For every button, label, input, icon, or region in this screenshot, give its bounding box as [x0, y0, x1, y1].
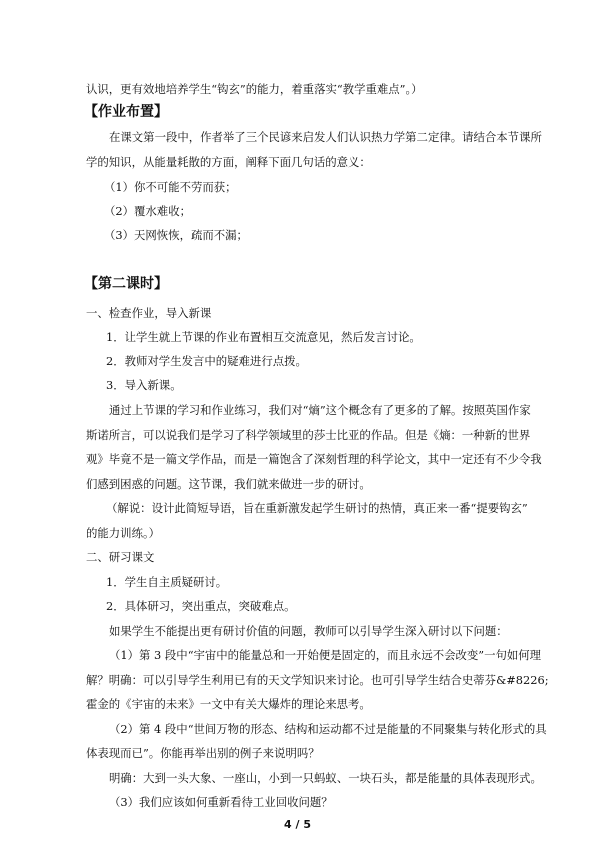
- homework-item: （1）你不可能不劳而获；: [104, 180, 237, 194]
- intro-paragraph: 通过上节课的学习和作业练习，我们对“熵”这个概念有了更多的了解。按照英国作家: [109, 403, 531, 417]
- homework-heading: 【作业布置】: [84, 104, 168, 120]
- list-item: 1．让学生就上节课的作业布置相互交流意见，然后发言讨论。: [106, 330, 421, 344]
- question-paragraph: （2）第 4 段中“世间万物的形态、结构和运动都不过是能量的不同聚集与转化形式的具: [109, 722, 547, 736]
- list-item: 2．教师对学生发言中的疑难进行点拨。: [106, 354, 307, 368]
- intro-line: 认识，更有效地培养学生“钩玄”的能力，着重落实“教学重难点”。）: [86, 82, 423, 96]
- lesson2-heading: 【第二课时】: [84, 276, 168, 292]
- homework-item: （2）覆水难收；: [104, 204, 191, 218]
- question-paragraph: （3）我们应该如何重新看待工业回收问题？: [109, 795, 333, 809]
- question-paragraph: （1）第 3 段中“宇宙中的能量总和一开始便是固定的，而且永远不会改变”一句如何理: [109, 648, 542, 662]
- section-title: 二、研习课文: [86, 550, 155, 564]
- homework-paragraph: 在课文第一段中，作者举了三个民谚来启发人们认识热力学第二定律。请结合本节课所: [109, 130, 542, 144]
- question-paragraph: 霍金的《宇宙的未来》一文中有关大爆炸的理论来思考。: [86, 697, 371, 711]
- intro-paragraph: 观》毕竟不是一篇文学作品，而是一篇饱含了深刻哲理的科学论文，其中一定还有不少令我: [86, 452, 542, 466]
- list-item: 2．具体研习，突出重点，突破难点。: [106, 599, 296, 613]
- note-paragraph: （解说：设计此简短导语，旨在重新激发起学生研讨的热情，真正来一番“提要钩玄”: [106, 501, 528, 515]
- note-paragraph: 的能力训练。）: [86, 526, 161, 540]
- section-title: 一、检查作业，导入新课: [86, 306, 212, 320]
- answer-paragraph: 明确：大到一头大象、一座山，小到一只蚂蚁、一块石头，都是能量的具体表现形式。: [109, 771, 542, 785]
- homework-paragraph: 学的知识，从能量耗散的方面，阐释下面几句话的意义：: [86, 155, 371, 169]
- homework-item: （3）天网恢恢，疏而不漏；: [104, 228, 248, 242]
- list-item: 1．学生自主质疑研讨。: [106, 575, 228, 589]
- page-number: 4 / 5: [284, 818, 311, 831]
- intro-paragraph: 们感到困惑的问题。这节课，我们就来做进一步的研讨。: [86, 477, 371, 491]
- question-paragraph: 体表现而已”。你能再举出别的例子来说明吗？: [86, 746, 320, 760]
- question-paragraph: 解？明确：可以引导学生利用已有的天文学知识来讨论。也可引导学生结合史蒂芬&#8226;: [86, 673, 549, 687]
- intro-paragraph: 斯诺所言，可以说我们是学习了科学领域里的莎士比亚的作品。但是《熵：一种新的世界: [86, 428, 531, 442]
- list-item: 3．导入新课。: [106, 378, 182, 392]
- guide-paragraph: 如果学生不能提出更有研讨价值的问题，教师可以引导学生深入研讨以下问题：: [109, 624, 508, 638]
